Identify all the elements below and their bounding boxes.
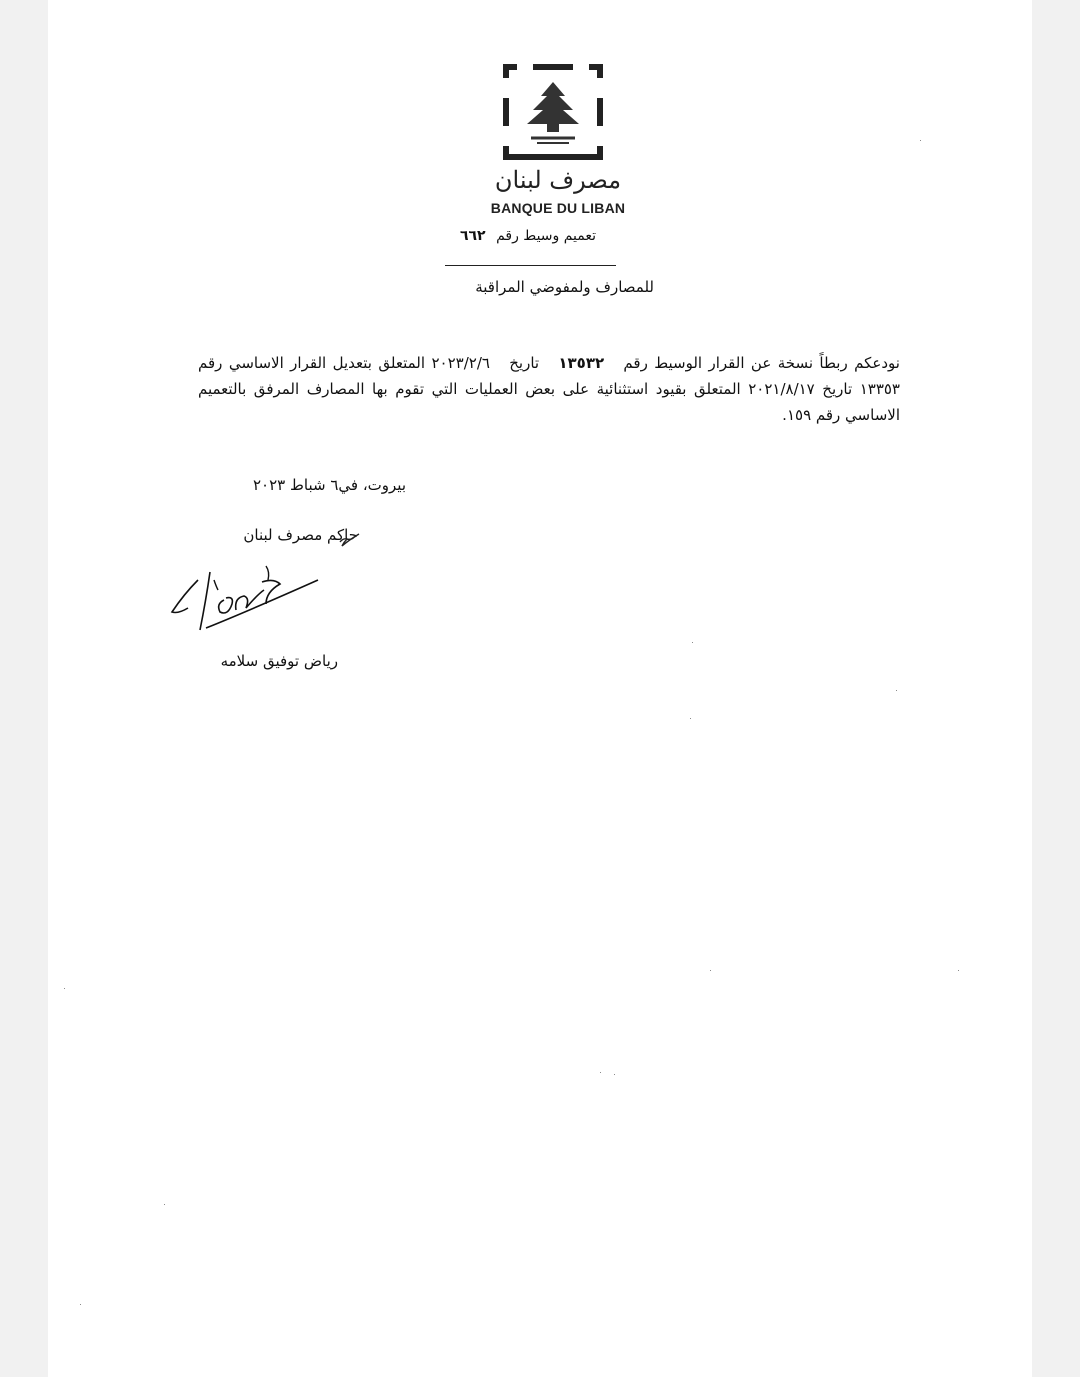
- heading-underline: [445, 265, 616, 266]
- governor-name: رياض توفيق سلامه: [220, 652, 338, 670]
- decision-date: ٢٠٢٣/٢/٦: [431, 354, 490, 372]
- governor-title: حاكم مصرف لبنان: [243, 526, 358, 544]
- circular-number: ٦٦٢: [459, 228, 486, 244]
- scan-speck: [164, 1204, 165, 1205]
- bank-name-arabic: مصرف لبنان: [494, 166, 622, 194]
- scan-speck: [920, 140, 921, 141]
- body-text-part3: المتعلق بتعديل القرار الاساسي رقم ١٣٣٥٣ تاريخ ٢٠٢١/٨/١٧ المتعلق بقيود استثنائية على بعض العمليات التي تقوم بها المصارف المرفق بالتعميم الاساسي رقم ١٥٩.: [198, 354, 900, 424]
- document-page: [48, 0, 1032, 1377]
- scan-speck: [710, 970, 711, 971]
- scan-speck: [692, 642, 693, 643]
- body-text-part1: نودعكم ربطاً نسخة عن القرار الوسيط رقم: [623, 354, 900, 372]
- body-text-part2: تاريخ: [509, 354, 540, 372]
- recipients-line: للمصارف ولمفوضي المراقبة: [475, 278, 654, 296]
- handwritten-signature-icon: [166, 550, 326, 640]
- body-paragraph: [198, 350, 900, 428]
- circular-heading: [438, 228, 618, 244]
- handwritten-tick-icon: [337, 530, 361, 556]
- scan-speck: [896, 690, 897, 691]
- scan-speck: [64, 988, 65, 989]
- dateline: بيروت، في٦ شباط ٢٠٢٣: [253, 476, 406, 494]
- scan-speck: [958, 970, 959, 971]
- bank-name-french: BANQUE DU LIBAN: [490, 200, 626, 216]
- decision-number: ١٣٥٣٢: [558, 354, 605, 372]
- scan-speck: [600, 1072, 601, 1073]
- scan-speck: [690, 718, 691, 719]
- cedar-tree-emblem-icon: [503, 64, 603, 160]
- scan-speck: [80, 1304, 81, 1305]
- circular-label: تعميم وسيط رقم: [496, 228, 597, 244]
- scan-speck: [614, 1074, 615, 1075]
